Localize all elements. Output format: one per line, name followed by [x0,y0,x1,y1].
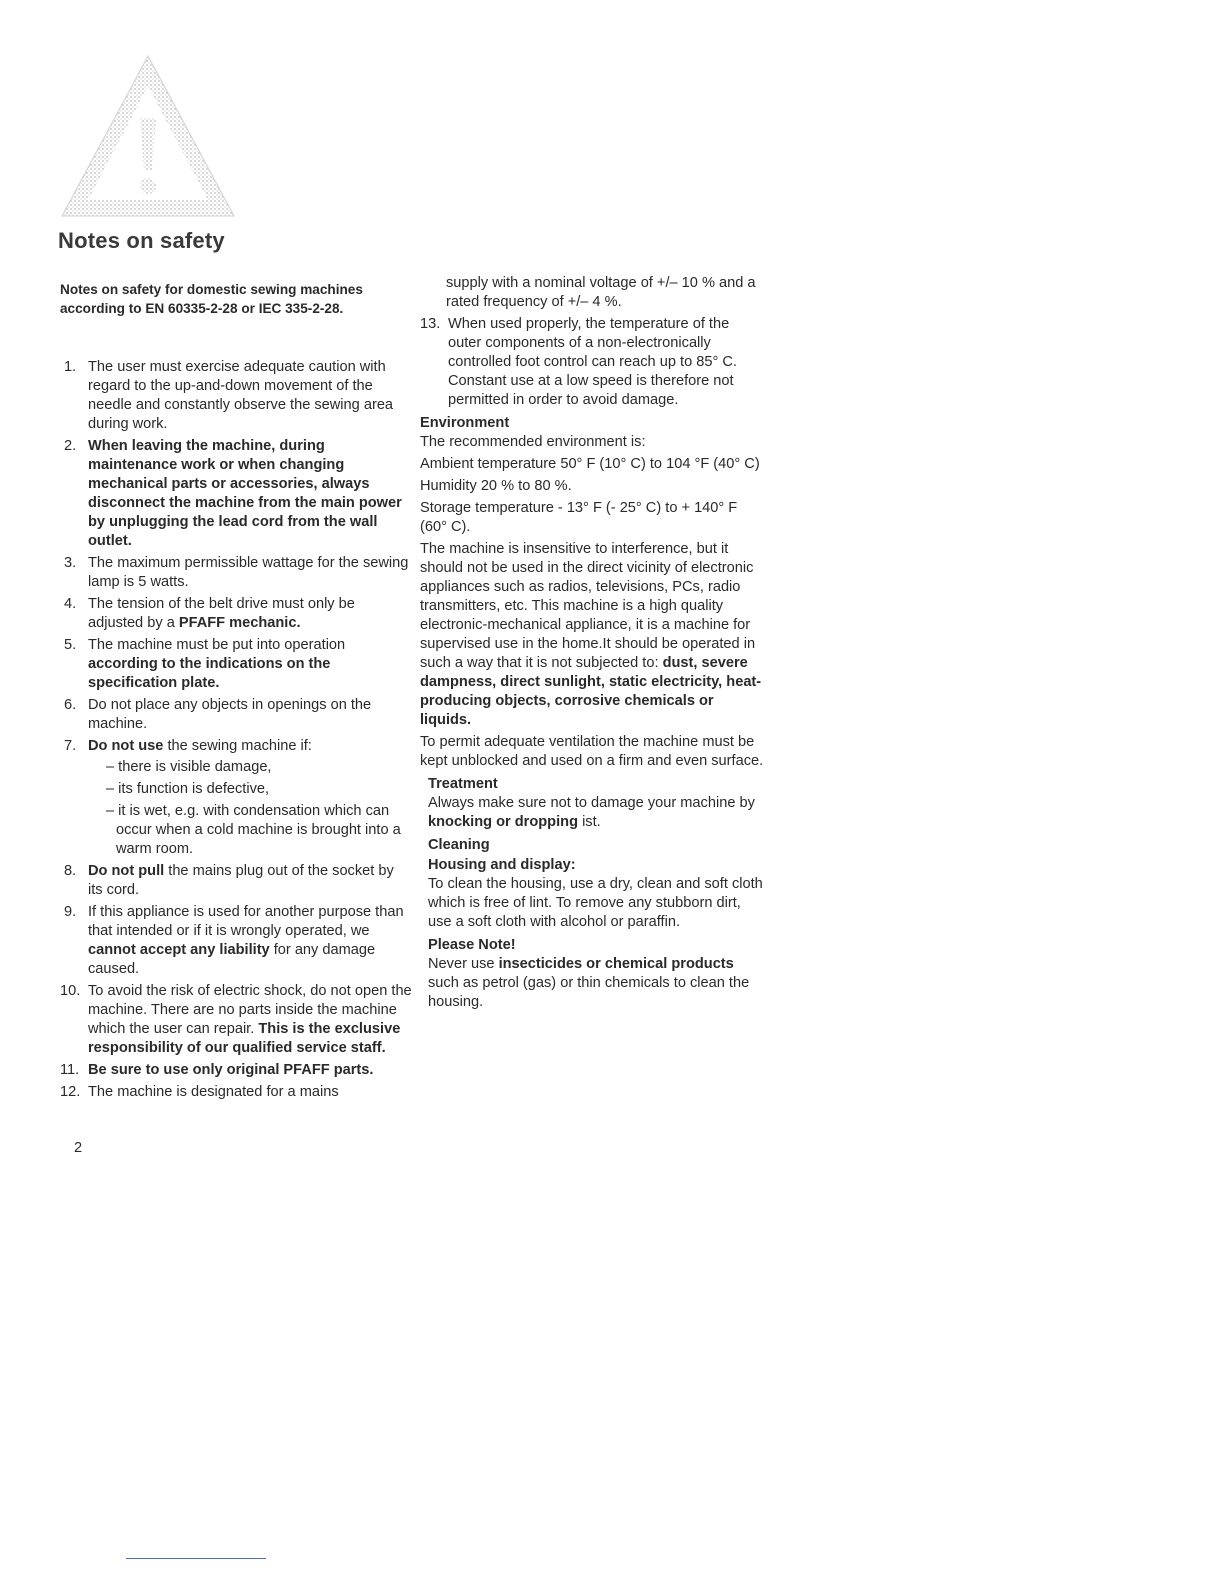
footer-divider [126,1558,266,1559]
environment-line: Storage temperature - 13° F (- 25° C) to + 140° F (60° C). [420,500,738,535]
environment-heading: Environment [420,415,510,431]
ventilation-paragraph: To permit adequate ventilation the machine must be kept unblocked and used on a firm and even surface. [420,734,764,769]
safety-list-continued [420,315,765,410]
environment-paragraph: The machine is insensitive to interference, but it should not be used in the direct vicinity of electronic appliances such as radios, televisions, PCs, radio transmitters, etc. This machine is a high quality electronic-mechanical appliance, it is a machine for supervised use in the home.It should be operated in such a way that it is not subjected to: dust, severe dampness, direct sunlight, static electricity, heat-producing objects, corrosive chemicals or liquids. [420,541,762,728]
cleaning-heading: Cleaning [428,837,490,853]
environment-line: The recommended environment is: [420,434,646,450]
list-item: 2. When leaving the machine, during maintenance work or when changing mechanical parts or accessories, always disconnect the machine from the main power by unplugging the lead cord from the wall outlet. [64,438,402,549]
list-item: 5. The machine must be put into operation according to the indications on the specification plate. [64,637,346,691]
care-section [420,774,765,1012]
warning-triangle-icon [58,52,238,222]
list-item: – its function is defective, [106,781,270,797]
item-12-continued: supply with a nominal voltage of +/– 10 % and a rated frequency of +/– 4 %. [446,275,756,310]
note-paragraph: Never use insecticides or chemical products such as petrol (gas) or thin chemicals to clean the housing. [428,956,750,1010]
list-item: 10. To avoid the risk of electric shock, do not open the machine. There are no parts inside the machine which the user can repair. This is the exclusive responsibility of our qualified service staff. [60,983,412,1056]
treatment-paragraph: Always make sure not to damage your machine by knocking or dropping ist. [428,795,755,830]
note-heading: Please Note! [428,937,516,953]
list-item: – there is visible damage, [106,759,272,775]
list-item: 12. The machine is designated for a mains [60,1084,339,1100]
left-column [60,280,412,1105]
treatment-heading: Treatment [428,776,498,792]
right-column [420,274,765,1015]
environment-line: Ambient temperature 50° F (10° C) to 104 °F (40° C) [420,456,760,472]
list-item: 11. Be sure to use only original PFAFF parts. [60,1062,374,1078]
list-item: 6. Do not place any objects in openings on the machine. [64,697,372,732]
housing-subheading: Housing and display: [428,857,576,873]
intro-heading: Notes on safety for domestic sewing machines according to EN 60335-2-28 or IEC 335-2-28. [60,282,363,316]
list-item: 7. Do not use the sewing machine if: – there is visible damage, – its function is defective, – it is wet, e.g. with condensation which can occur when a cold machine is brought into a warm room. [60,737,412,859]
list-item: 8. Do not pull the mains plug out of the socket by its cord. [64,863,394,898]
list-item: 13. When used properly, the temperature of the outer components of a non-electronically controlled foot control can reach up to 85° C. Constant use at a low speed is therefore not permitted in order to avoid damage. [420,316,737,408]
cleaning-paragraph: To clean the housing, use a dry, clean and soft cloth which is free of lint. To remove any stubborn dirt, use a soft cloth with alcohol or paraffin. [428,876,763,930]
list-item: 3. The maximum permissible wattage for the sewing lamp is 5 watts. [64,555,409,590]
page-number: 2 [74,1140,83,1156]
page-title: Notes on safety [58,228,225,253]
condition-list [88,758,412,859]
list-item: – it is wet, e.g. with condensation which can occur when a cold machine is brought into a warm room. [106,803,401,857]
list-item: 1. The user must exercise adequate caution with regard to the up-and-down movement of the needle and constantly observe the sewing area during work. [64,359,394,432]
list-item: 4. The tension of the belt drive must only be adjusted by a PFAFF mechanic. [64,596,355,631]
safety-list [60,358,412,1102]
list-item: 9. If this appliance is used for another purpose than that intended or if it is wrongly operated, we cannot accept any liability for any damage caused. [64,904,404,977]
environment-line: Humidity 20 % to 80 %. [420,478,572,494]
